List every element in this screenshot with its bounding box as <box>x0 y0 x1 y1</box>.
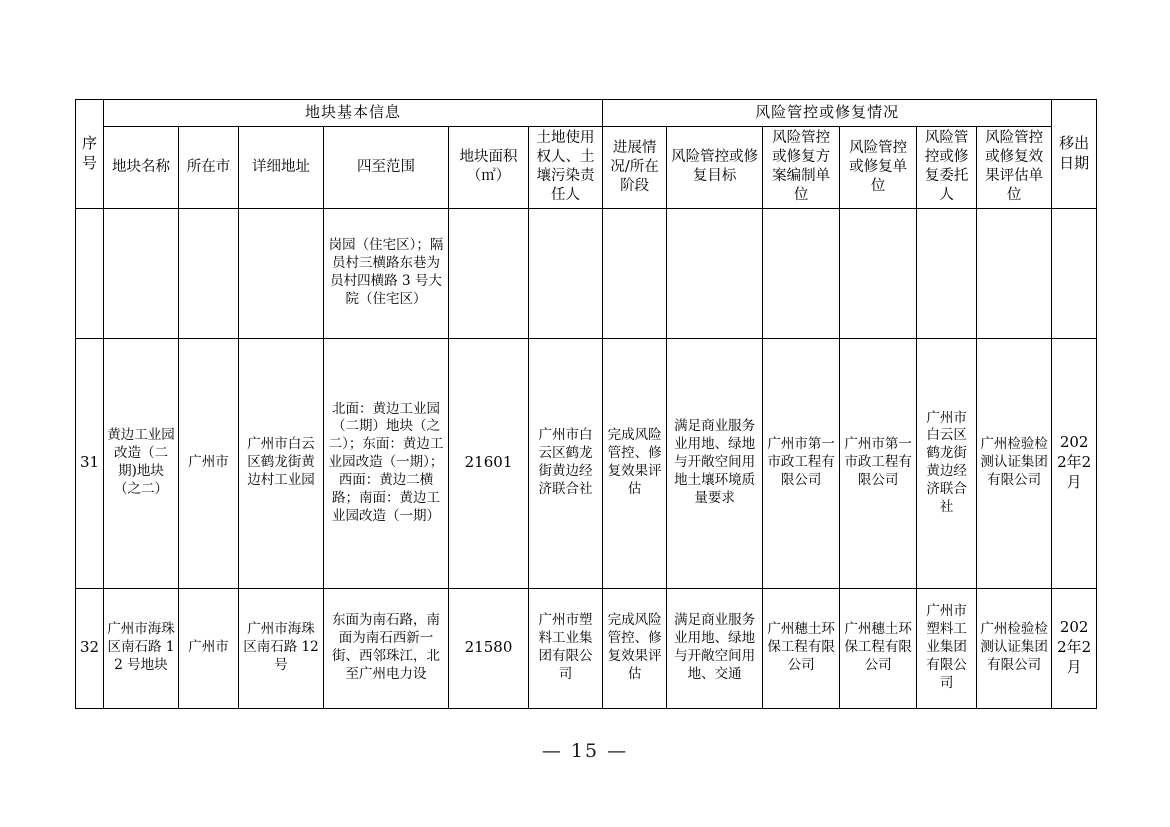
cell-owner <box>529 208 603 338</box>
cell-stage: 完成风险管控、修复效果评估 <box>603 338 667 588</box>
cell-date <box>1052 208 1097 338</box>
cell-name: 广州市海珠区南石路 12 号地块 <box>104 588 179 708</box>
cell-range: 岗园（住宅区）；隔员村三横路东巷为员村四横路 3 号大院（住宅区） <box>324 208 449 338</box>
header-col-client: 风险管控或修复委托人 <box>917 127 977 209</box>
cell-city <box>179 208 239 338</box>
header-row-groups <box>76 100 1097 127</box>
cell-stage <box>603 208 667 338</box>
cell-seq: 32 <box>76 588 104 708</box>
header-col-owner: 土地使用权人、土壤污染责任人 <box>529 127 603 209</box>
cell-fix-unit: 广州市第一市政工程有限公司 <box>840 338 917 588</box>
cell-fix-unit: 广州穗土环保工程有限公司 <box>840 588 917 708</box>
header-col-area: 地块面积（㎡） <box>449 127 529 209</box>
header-group-basic-info: 地块基本信息 <box>104 100 603 127</box>
cell-owner: 广州市塑料工业集团有限公司 <box>529 588 603 708</box>
table-header <box>76 100 1097 209</box>
header-col-name: 地块名称 <box>104 127 179 209</box>
cell-name <box>104 208 179 338</box>
header-row-columns <box>76 127 1097 209</box>
cell-eval-unit <box>977 208 1052 338</box>
cell-seq <box>76 208 104 338</box>
cell-range: 北面：黄边工业园（二期）地块（之二）；东面：黄边工业园改造（一期）；西面：黄边二横路；南面：黄边工业园改造（一期） <box>324 338 449 588</box>
cell-client <box>917 208 977 338</box>
cell-area <box>449 208 529 338</box>
page-number: — 15 — <box>541 740 629 762</box>
land-parcel-table <box>75 99 1097 709</box>
cell-fix-unit <box>840 208 917 338</box>
cell-seq: 31 <box>76 338 104 588</box>
cell-city: 广州市 <box>179 588 239 708</box>
cell-date: 2022年2月 <box>1052 338 1097 588</box>
header-group-risk-info: 风险管控或修复情况 <box>603 100 1052 127</box>
cell-address <box>239 208 324 338</box>
cell-range: 东面为南石路，南面为南石西新一街、西邻珠江，北至广州电力设 <box>324 588 449 708</box>
cell-address: 广州市海珠区南石路 12 号 <box>239 588 324 708</box>
header-col-goal: 风险管控或修复目标 <box>667 127 763 209</box>
cell-city: 广州市 <box>179 338 239 588</box>
header-col-address: 详细地址 <box>239 127 324 209</box>
header-col-eval-unit: 风险管控或修复效果评估单位 <box>977 127 1052 209</box>
header-exit-date: 移出日期 <box>1052 100 1097 209</box>
cell-goal: 满足商业服务业用地、绿地与开敞空间用地土壤环境质量要求 <box>667 338 763 588</box>
cell-address: 广州市白云区鹤龙街黄边村工业园 <box>239 338 324 588</box>
cell-plan-unit: 广州穗土环保工程有限公司 <box>763 588 840 708</box>
header-col-stage: 进展情况/所在阶段 <box>603 127 667 209</box>
cell-goal <box>667 208 763 338</box>
table-body <box>76 208 1097 708</box>
cell-area: 21601 <box>449 338 529 588</box>
cell-name: 黄边工业园改造（二期)地块（之二） <box>104 338 179 588</box>
table-row <box>76 338 1097 588</box>
cell-area: 21580 <box>449 588 529 708</box>
header-col-range: 四至范围 <box>324 127 449 209</box>
cell-owner: 广州市白云区鹤龙街黄边经济联合社 <box>529 338 603 588</box>
cell-client: 广州市塑料工业集团有限公司 <box>917 588 977 708</box>
cell-goal: 满足商业服务业用地、绿地与开敞空间用地、交通 <box>667 588 763 708</box>
cell-date: 2022年2月 <box>1052 588 1097 708</box>
header-col-fix-unit: 风险管控或修复单位 <box>840 127 917 209</box>
table-row <box>76 208 1097 338</box>
header-col-city: 所在市 <box>179 127 239 209</box>
cell-stage: 完成风险管控、修复效果评估 <box>603 588 667 708</box>
header-seq: 序号 <box>76 100 104 209</box>
cell-eval-unit: 广州检验检测认证集团有限公司 <box>977 588 1052 708</box>
cell-plan-unit <box>763 208 840 338</box>
cell-eval-unit: 广州检验检测认证集团有限公司 <box>977 338 1052 588</box>
table-row <box>76 588 1097 708</box>
header-col-plan-unit: 风险管控或修复方案编制单位 <box>763 127 840 209</box>
cell-plan-unit: 广州市第一市政工程有限公司 <box>763 338 840 588</box>
cell-client: 广州市白云区鹤龙街黄边经济联合社 <box>917 338 977 588</box>
